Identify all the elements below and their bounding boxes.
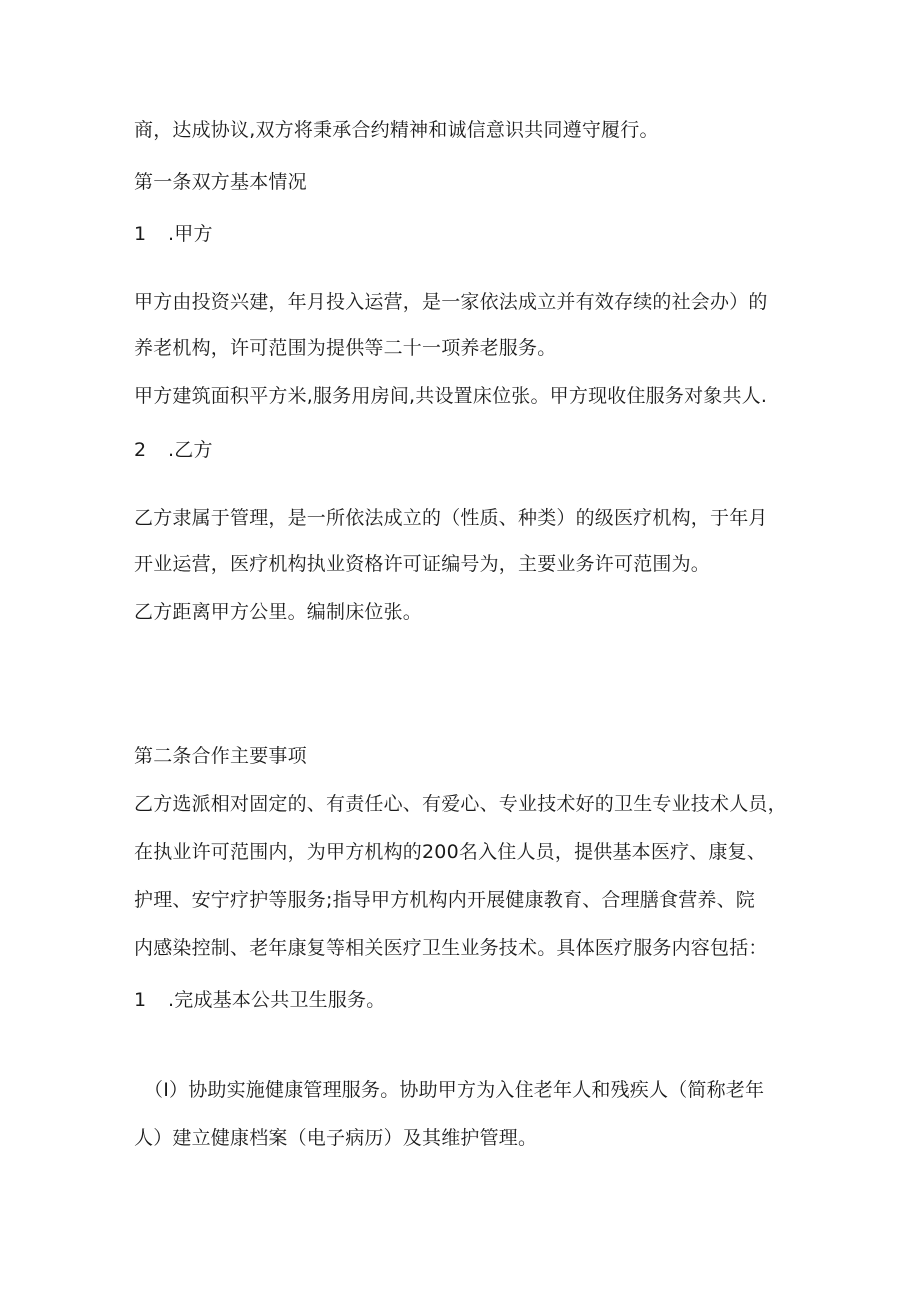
party-a-para-3: 甲方建筑面积平方米,服务用房间,共设置床位张。甲方现收住服务对象共人. [134, 385, 768, 407]
article-2-para-2: 在执业许可范围内，为甲方机构的200名入住人员，提供基本医疗、康复、 [134, 841, 767, 863]
item-number: 1 [134, 223, 147, 245]
intro-line: 商，达成协议,双方将秉承合约精神和诚信意识共同遵守履行。 [134, 119, 659, 141]
party-a-para-2: 养老机构，许可范围为提供等二十一项养老服务。 [134, 337, 557, 359]
item-number: 1 [134, 989, 147, 1011]
service-1-heading [134, 988, 385, 1012]
item-label: .完成基本公共卫生服务。 [168, 989, 386, 1011]
article-1-heading: 第一条双方基本情况 [134, 171, 307, 193]
subitem-1-para-1: （I）协助实施健康管理服务。协助甲方为入住老年人和残疾人（简称老年 [144, 1079, 765, 1101]
article-2-para-3: 护理、安宁疗护等服务;指导甲方机构内开展健康教育、合理膳食营养、院 [134, 889, 756, 911]
article-2-heading: 第二条合作主要事项 [134, 745, 307, 767]
party-b-para-1: 乙方隶属于管理，是一所依法成立的（性质、种类）的级医疗机构，于年月 [134, 507, 768, 529]
item-number: 2 [134, 439, 147, 461]
party-a-para-1: 甲方由投资兴建，年月投入运营，是一家依法成立并有效存续的社会办）的 [134, 291, 768, 313]
item-label: .甲方 [168, 223, 213, 245]
item-label: .乙方 [168, 439, 213, 461]
party-b-heading [134, 438, 213, 462]
subitem-1-para-2: 人）建立健康档案（电子病历）及其维护管理。 [134, 1127, 538, 1149]
party-b-para-3: 乙方距离甲方公里。编制床位张。 [134, 601, 423, 623]
article-2-para-4: 内感染控制、老年康复等相关医疗卫生业务技术。具体医疗服务内容包括： [134, 937, 768, 959]
article-2-para-1: 乙方选派相对固定的、有责任心、有爱心、专业技术好的卫生专业技术人员， [134, 793, 787, 815]
party-b-para-2: 开业运营，医疗机构执业资格许可证编号为，主要业务许可范围为。 [134, 553, 711, 575]
party-a-heading [134, 222, 213, 246]
